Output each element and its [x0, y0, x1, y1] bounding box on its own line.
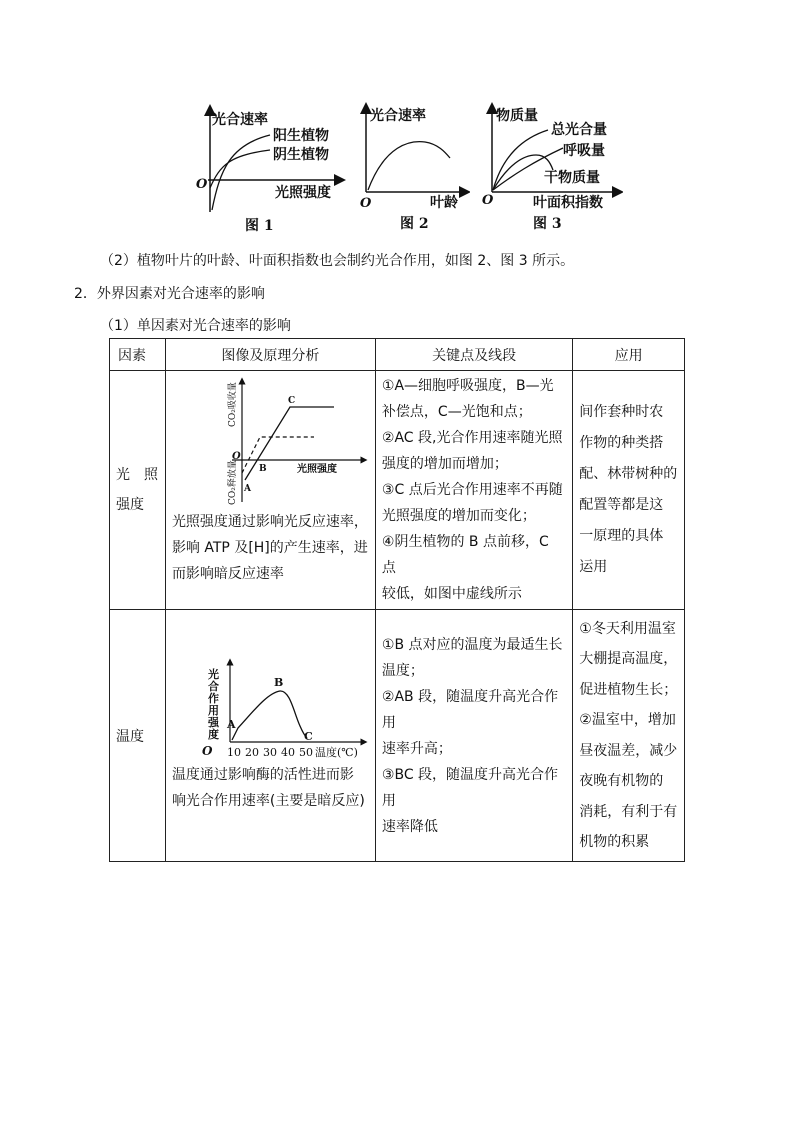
temp-curve [232, 690, 307, 739]
fig1-x-label: 光照强度 [275, 185, 331, 201]
light-point-c: C [287, 396, 296, 406]
fig1-origin: O [196, 177, 208, 192]
factor-table [109, 338, 685, 862]
light-application-line-4: 配置等都是这 [579, 497, 664, 513]
light-point-a: A [243, 484, 251, 494]
fig3-dry-label: 干物质量 [544, 170, 600, 186]
temp-y-char-5: 强 [207, 715, 219, 729]
fig2-y-label: 光合速率 [370, 108, 426, 124]
application-cell-light [573, 371, 685, 610]
light-graph [172, 377, 368, 507]
temp-keypoint-line-2: 温度； [381, 662, 424, 679]
fig3-y-label: 物质量 [496, 108, 538, 124]
fig1-sun-label: 阳生植物 [273, 128, 329, 144]
subsection-1: （1）单因素对光合速率的影响 [100, 318, 291, 334]
header-graph: 图像及原理分析 [165, 339, 375, 371]
light-keypoint-line-6: 光照强度的增加而变化； [381, 508, 536, 524]
factor-temperature: 温度 [110, 610, 166, 862]
temp-application-line-1: ①冬天利用温室 [579, 620, 676, 637]
figure-3 [478, 100, 623, 235]
temp-x-label: 温度(℃) [314, 745, 358, 758]
fig3-origin: O [482, 193, 494, 208]
fig3-x-label: 叶面积指数 [533, 195, 603, 211]
temp-application-line-8: 机物的积累 [579, 834, 650, 850]
temp-analysis-line-2: 响光合作用速率(主要是暗反应) [171, 792, 365, 809]
light-keypoint-line-2: 补偿点，C—光饱和点； [381, 404, 532, 420]
light-application-line-5: 一原理的具体 [579, 528, 664, 544]
fig3-resp-label: 呼吸量 [563, 143, 605, 159]
temp-application-line-3: 促进植物生长； [579, 681, 678, 698]
paragraph-2: （2）植物叶片的叶龄、叶面积指数也会制约光合作用，如图 2、图 3 所示。 [100, 253, 575, 269]
temp-y-char-4: 用 [207, 703, 219, 717]
fig1-y-label: 光合速率 [212, 112, 268, 128]
table-row-light [110, 371, 685, 610]
temp-tick-10: 10 [226, 745, 241, 758]
light-analysis-line-1: 光照强度通过影响光反应速率， [171, 514, 368, 530]
header-factor: 因素 [110, 339, 166, 371]
fig2-caption: 图 2 [400, 216, 429, 232]
temp-keypoint-line-6: 速率降低 [381, 818, 438, 835]
temp-application-line-7: 消耗，有利于有 [579, 803, 678, 820]
temperature-graph [172, 658, 368, 758]
temp-y-char-6: 度 [207, 727, 219, 741]
header-application: 应用 [573, 339, 685, 371]
fig3-caption: 图 3 [533, 216, 562, 232]
light-keypoint-line-8: 较低，如图中虚线所示 [381, 586, 522, 602]
graph-cell-temperature [165, 610, 375, 862]
temp-point-b: B [273, 675, 284, 689]
temp-y-label [207, 667, 220, 741]
temp-keypoint-line-3: ②AB 段，随温度升高光合作用 [381, 688, 559, 731]
keypoints-cell-light [375, 371, 572, 610]
temp-point-c: C [303, 729, 313, 743]
light-keypoint-line-5: ③C 点后光合作用速率不再随 [381, 482, 563, 498]
factor-light [110, 371, 166, 610]
fig1-shade-label: 阴生植物 [273, 147, 329, 163]
light-origin: O [231, 451, 241, 462]
section-heading-2: 2．外界因素对光合速率的影响 [74, 286, 265, 302]
temp-keypoint-line-1: ①B 点对应的温度为最适生长 [381, 636, 563, 653]
light-keypoint-line-7: ④阴生植物的 B 点前移，C 点 [381, 534, 549, 576]
graph-cell-light [165, 371, 375, 610]
temp-tick-20: 20 [244, 745, 259, 758]
light-point-b: B [258, 464, 267, 474]
light-keypoint-line-4: 强度的增加而增加； [381, 456, 508, 472]
figure-2 [350, 100, 470, 235]
light-application-line-3: 配、林带树种的 [579, 466, 678, 482]
temp-point-a: A [226, 717, 236, 731]
fig2-origin: O [360, 196, 372, 211]
temp-y-char-2: 合 [207, 679, 219, 693]
factor-light-b: 强度 [116, 497, 144, 513]
temp-keypoint-line-4: 速率升高； [381, 740, 452, 757]
table-header-row [110, 339, 685, 371]
temp-y-char-1: 光 [207, 667, 219, 681]
temp-application-line-2: 大棚提高温度， [579, 651, 678, 667]
figure-1 [190, 100, 350, 235]
temp-tick-50: 50 [298, 745, 313, 758]
fig2-curve [368, 142, 450, 190]
fig3-total-label: 总光合量 [551, 122, 607, 138]
temp-application-line-5: 昼夜温差，减少 [579, 742, 678, 759]
temp-keypoint-line-5: ③BC 段，随温度升高光合作用 [381, 766, 559, 809]
light-keypoint-line-3: ②AC 段,光合作用速率随光照 [381, 430, 563, 446]
light-application-line-6: 运用 [579, 559, 608, 575]
light-x-label: 光照强度 [296, 464, 337, 475]
keypoints-cell-temperature [375, 610, 572, 862]
factor-light-a: 光 照 [116, 467, 158, 483]
light-y-bottom: CO₂释放量 [227, 460, 238, 505]
light-application-line-1: 间作套种时农 [579, 404, 664, 420]
light-keypoint-line-1: ①A—细胞呼吸强度，B—光 [381, 378, 554, 394]
fig1-caption: 图 1 [245, 218, 274, 234]
fig1-sun-curve [212, 135, 270, 210]
header-keypoints: 关键点及线段 [375, 339, 572, 371]
light-analysis-line-3: 而影响暗反应速率 [171, 566, 284, 582]
temp-origin: O [201, 743, 213, 758]
temp-analysis-line-1: 温度通过影响酶的活性进而影 [171, 766, 354, 783]
fig2-x-label: 叶龄 [430, 195, 458, 211]
table-row-temperature [110, 610, 685, 862]
temp-application-line-6: 夜晚有机物的 [579, 773, 664, 789]
temp-y-char-3: 作 [207, 691, 219, 705]
temp-application-line-4: ②温室中，增加 [579, 712, 676, 728]
temp-tick-40: 40 [280, 745, 295, 758]
temp-tick-30: 30 [262, 745, 277, 758]
light-application-line-2: 作物的种类搭 [579, 435, 664, 451]
application-cell-temperature [573, 610, 685, 862]
light-y-top: CO₂吸收量 [227, 382, 238, 427]
light-analysis-line-2: 影响 ATP 及[H]的产生速率，进 [171, 540, 368, 556]
